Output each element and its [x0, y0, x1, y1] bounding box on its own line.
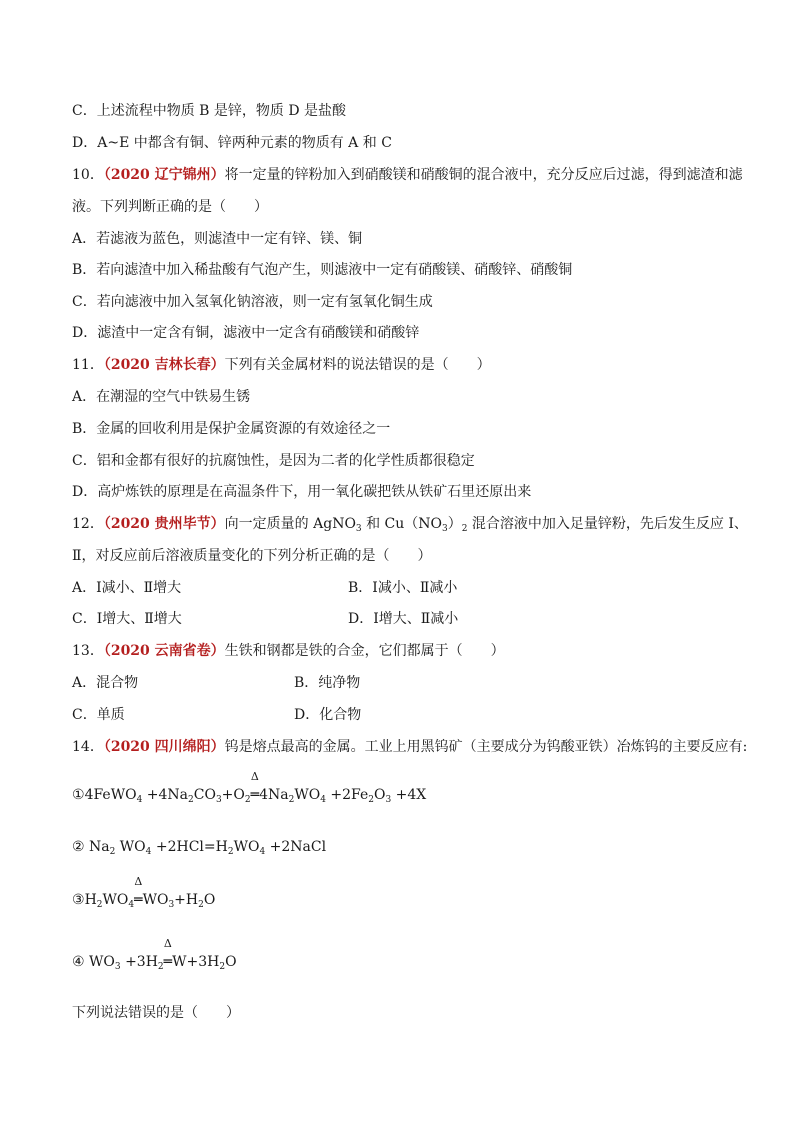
question-text: 向一定质量的 AgNO: [224, 516, 356, 532]
q10-option-b: B．若向滤渣中加入稀盐酸有气泡产生，则滤液中一定有硝酸镁、硝酸锌、硝酸铜: [72, 262, 573, 278]
reaction-4: [72, 937, 237, 972]
option-d-prev: D．A~E 中都含有铜、锌两种元素的物质有 A 和 C: [72, 135, 392, 151]
formula-text: WO: [294, 787, 321, 803]
question-11-stem: [72, 355, 491, 375]
equals-sign: ═: [163, 954, 173, 970]
formula-text: +H: [174, 892, 199, 908]
question-text: ）: [447, 516, 462, 532]
formula-text: +3H: [120, 954, 158, 970]
question-number: 14．: [72, 739, 104, 755]
question-text: 混合溶液中加入足量锌粉，先后发生反应 Ⅰ、: [467, 516, 748, 532]
delta-symbol: Δ: [250, 770, 259, 783]
equals-sign: ═: [250, 787, 260, 803]
question-number: 12．: [72, 516, 104, 532]
subscript: 3: [385, 795, 392, 805]
subscript: 3: [168, 900, 175, 910]
reaction-number: ③: [72, 892, 85, 908]
delta-symbol: Δ: [134, 875, 143, 888]
formula-text: WO: [84, 954, 115, 970]
q12-option-c: C．Ⅰ增大、Ⅱ增大: [72, 611, 182, 627]
subscript: 2: [188, 795, 194, 805]
subscript: 2: [157, 962, 164, 972]
subscript: 2: [244, 795, 251, 805]
q12-option-d: D．Ⅰ增大、Ⅱ减小: [348, 611, 459, 627]
subscript: 2: [288, 795, 295, 805]
subscript: 2: [96, 900, 103, 910]
subscript: 3: [114, 962, 121, 972]
q13-option-a: A．混合物: [72, 675, 139, 691]
subscript: 2: [368, 795, 374, 805]
reaction-2: [72, 837, 326, 857]
formula-text: WO: [102, 892, 129, 908]
q12-option-b: B．Ⅰ减小、Ⅱ减小: [348, 580, 458, 596]
formula-text: 4Na: [259, 787, 289, 803]
reaction-1: [72, 770, 427, 805]
formula-text: +4X: [391, 787, 427, 803]
question-text: 钨是熔点最高的金属。工业上用黑钨矿（主要成分为钨酸亚铁）冶炼钨的主要反应有:: [224, 739, 748, 755]
subscript: 2: [227, 847, 234, 857]
reaction-number: ②: [72, 839, 85, 855]
question-number: 10．: [72, 167, 104, 183]
question-text: 和 Cu（NO: [361, 516, 443, 532]
heat-arrow: [163, 937, 173, 972]
question-12-stem: [72, 514, 748, 534]
question-14-stem: [72, 737, 747, 757]
formula-text: +2NaCl: [265, 839, 327, 855]
source-tag: （2020 吉林长春）: [103, 357, 225, 373]
formula-text: WO: [233, 839, 260, 855]
q10-option-c: C．若向滤液中加入氢氧化钠溶液，则一定有氢氧化铜生成: [72, 294, 433, 310]
subscript: 3: [442, 524, 448, 534]
subscript: 2: [109, 847, 116, 857]
subscript: 2: [198, 900, 204, 910]
formula-text: +2HCl=H: [151, 839, 228, 855]
question-text: 生铁和钢都是铁的合金，它们都属于（ ）: [224, 643, 505, 659]
formula-text: CO: [193, 787, 216, 803]
question-12-stem-cont: Ⅱ，对反应前后溶液质量变化的下列分析正确的是（ ）: [72, 548, 432, 564]
option-c-prev: C．上述流程中物质 B 是锌，物质 D 是盐酸: [72, 103, 347, 119]
question-10-stem: [72, 165, 743, 185]
reaction-number: ①: [72, 787, 85, 803]
subscript: 4: [136, 795, 143, 805]
formula-text: WO: [142, 892, 169, 908]
q13-option-b: B．纯净物: [294, 675, 361, 691]
heat-arrow: [250, 770, 260, 805]
q11-option-b: B．金属的回收利用是保护金属资源的有效途径之一: [72, 421, 391, 437]
question-number: 11．: [72, 357, 104, 373]
q13-option-c: C．单质: [72, 707, 125, 723]
q11-option-d: D．高炉炼铁的原理是在高温条件下，用一氧化碳把铁从铁矿石里还原出来: [72, 484, 532, 500]
subscript: 4: [259, 847, 266, 857]
formula-text: O: [203, 892, 216, 908]
heat-arrow: [134, 875, 143, 910]
q11-option-a: A．在潮湿的空气中铁易生锈: [72, 389, 251, 405]
formula-text: O: [373, 787, 386, 803]
question-14-prompt: 下列说法错误的是（ ）: [72, 1005, 240, 1021]
subscript: 4: [145, 847, 152, 857]
subscript: 3: [215, 795, 222, 805]
question-10-stem-cont: 液。下列判断正确的是（ ）: [72, 199, 268, 215]
subscript: 4: [128, 900, 135, 910]
formula-text: +4Na: [142, 787, 188, 803]
question-number: 13．: [72, 643, 104, 659]
question-text: 下列有关金属材料的说法错误的是（ ）: [224, 357, 491, 373]
subscript: 2: [461, 524, 468, 534]
source-tag: （2020 四川绵阳）: [103, 739, 225, 755]
formula-text: O: [225, 954, 237, 970]
formula-text: +O: [221, 787, 245, 803]
formula-text: H: [84, 892, 97, 908]
question-text: 将一定量的锌粉加入到硝酸镁和硝酸铜的混合液中，充分反应后过滤，得到滤渣和滤: [224, 167, 743, 183]
equals-sign: ═: [134, 892, 143, 908]
subscript: 2: [219, 962, 226, 972]
q10-option-d: D．滤渣中一定含有铜，滤液中一定含有硝酸镁和硝酸锌: [72, 325, 420, 341]
formula-text: WO: [115, 839, 146, 855]
q13-option-d: D．化合物: [294, 707, 362, 723]
subscript: 4: [320, 795, 326, 805]
reaction-3: [72, 875, 216, 910]
delta-symbol: Δ: [163, 937, 172, 950]
source-tag: （2020 辽宁锦州）: [103, 167, 225, 183]
formula-text: +2Fe: [325, 787, 369, 803]
source-tag: （2020 云南省卷）: [103, 643, 225, 659]
subscript: 3: [355, 524, 362, 534]
formula-text: Na: [84, 839, 110, 855]
source-tag: （2020 贵州毕节）: [103, 516, 225, 532]
q12-option-a: A．Ⅰ减小、Ⅱ增大: [72, 580, 182, 596]
q10-option-a: A．若滤液为蓝色，则滤渣中一定有锌、镁、铜: [72, 231, 363, 247]
question-13-stem: [72, 641, 505, 661]
formula-text: W+3H: [172, 954, 220, 970]
reaction-number: ④: [72, 954, 85, 970]
q11-option-c: C．铝和金都有很好的抗腐蚀性，是因为二者的化学性质都很稳定: [72, 453, 475, 469]
formula-text: 4FeWO: [84, 787, 137, 803]
